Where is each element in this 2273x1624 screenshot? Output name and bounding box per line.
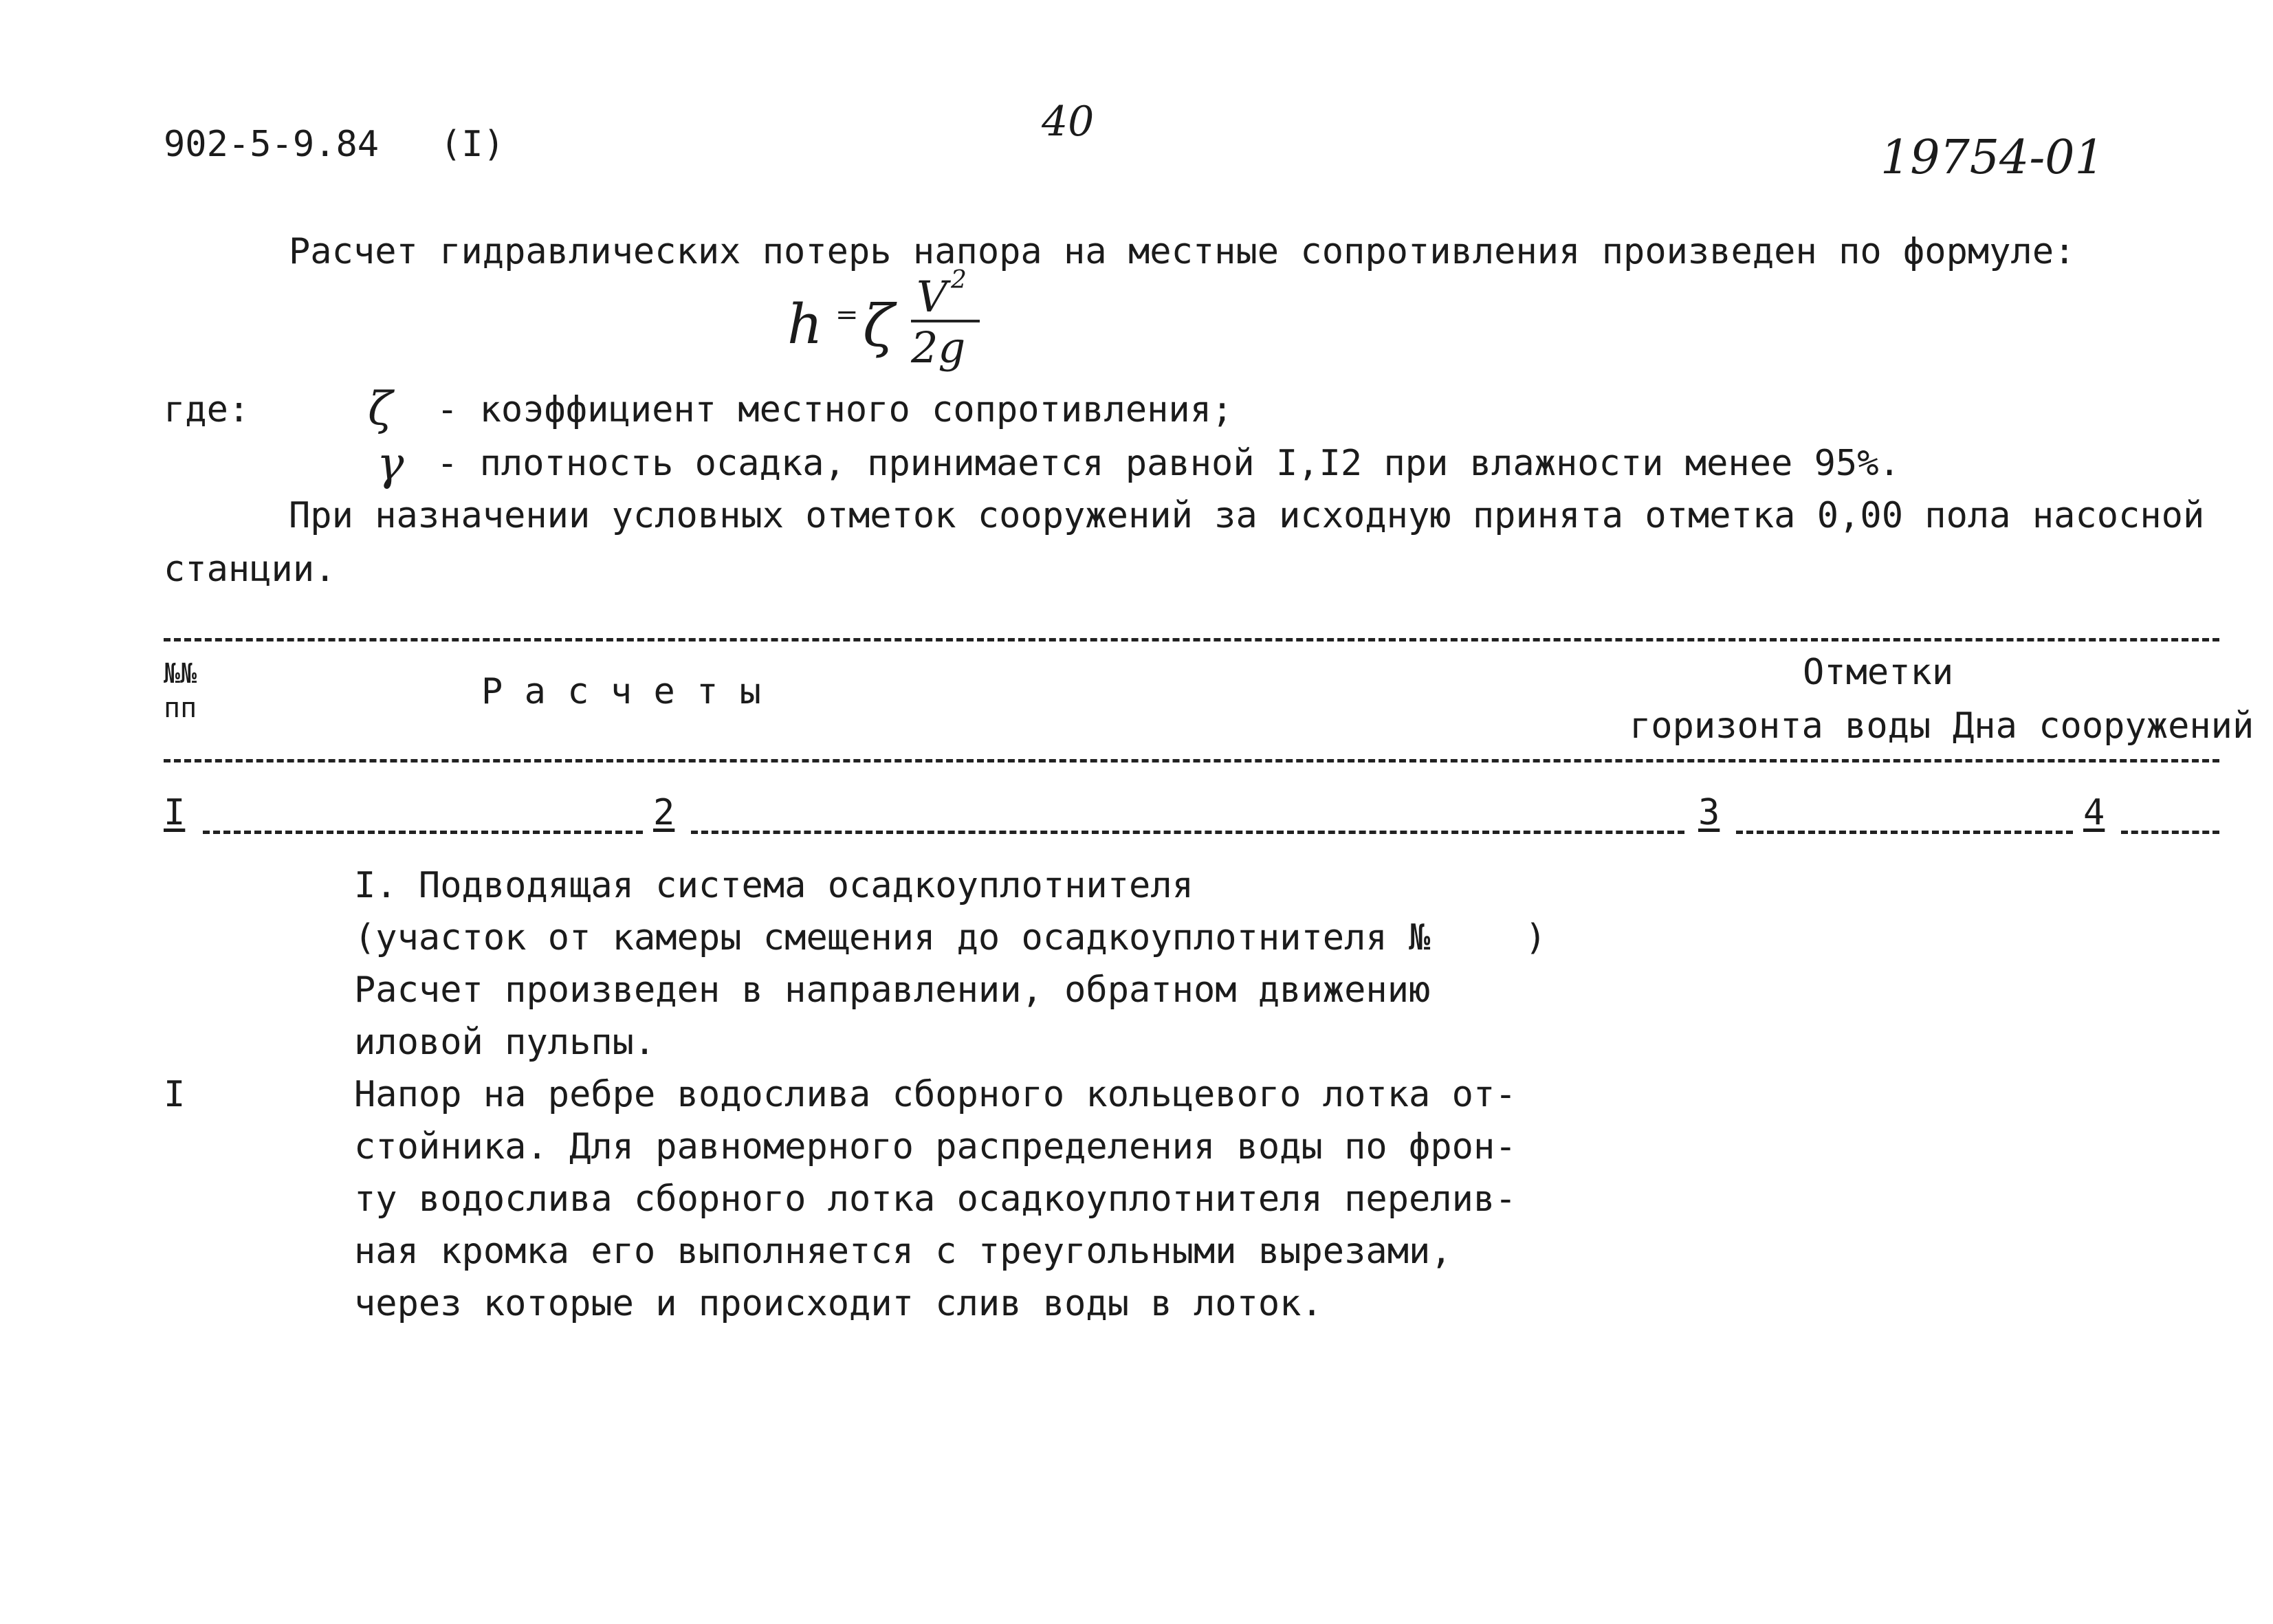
column-index-2: 2 bbox=[653, 792, 675, 833]
column-calculations-header: Р а с ч е т ы bbox=[481, 671, 761, 712]
volume-number: (I) bbox=[440, 124, 505, 165]
index-row-rule-b bbox=[691, 831, 1684, 834]
section-line-1: (участок от камеры смещения до осадкоуплотнителя № bbox=[354, 917, 1431, 958]
document-code bbox=[164, 124, 379, 165]
section-close-paren: ) bbox=[1525, 917, 1547, 958]
column-water-level-header: горизонта воды bbox=[1629, 705, 1931, 747]
column-marks-header: Отметки bbox=[1803, 652, 1954, 693]
index-row-rule-c bbox=[1736, 831, 2073, 834]
inventory-number: 19754-01 bbox=[1880, 131, 2105, 185]
formula-equals: = bbox=[835, 299, 859, 331]
index-row-rule-d bbox=[2121, 831, 2219, 834]
item-line-4: ная кромка его выполняется с треугольными вырезами, bbox=[354, 1231, 1452, 1272]
formula bbox=[787, 266, 993, 375]
item-line-5: через которые и происходит слив воды в лоток. bbox=[354, 1283, 1323, 1324]
column-number-header bbox=[164, 657, 197, 725]
formula-numerator: V bbox=[916, 272, 947, 322]
item-line-3: ту водослива сборного лотка осадкоуплотнителя перелив- bbox=[354, 1178, 1517, 1220]
column-number-line2: пп bbox=[164, 692, 197, 724]
formula-sentence: Расчет гидравлических потерь напора на местные сопротивления произведен по формуле: bbox=[289, 231, 2076, 272]
column-index-4: 4 bbox=[2083, 792, 2105, 833]
definition-zeta: - коэффициент местного сопротивления; bbox=[437, 389, 1233, 430]
marks-sentence-line1: При назначении условных отметок сооружений за исходную принята отметка 0,00 пола насосной bbox=[289, 495, 2205, 536]
column-index-3: 3 bbox=[1698, 792, 1720, 833]
section-title: I. Подводящая система осадкоуплотнителя bbox=[354, 865, 1194, 906]
section-line-3: иловой пульпы. bbox=[354, 1022, 656, 1063]
formula-lhs: h bbox=[787, 292, 823, 356]
gamma-symbol: γ bbox=[377, 437, 404, 490]
index-row-rule-a bbox=[203, 831, 643, 834]
table-top-rule bbox=[164, 638, 2219, 641]
document-code-text: 902-5-9.84 bbox=[164, 124, 380, 165]
table-header-rule bbox=[164, 759, 2219, 762]
column-number-line1: №№ bbox=[164, 658, 197, 690]
section-line-2: Расчет произведен в направлении, обратном движению bbox=[354, 969, 1431, 1011]
formula-exponent: 2 bbox=[951, 266, 967, 294]
column-bottom-header: Дна сооружений bbox=[1953, 705, 2254, 747]
item-line-1: Напор на ребре водослива сборного кольцевого лотка от- bbox=[354, 1074, 1517, 1115]
formula-coefficient: ζ bbox=[863, 292, 894, 360]
page-number: 40 bbox=[1042, 98, 1095, 146]
definition-gamma: - плотность осадка, принимается равной I,I2 при влажности менее 95%. bbox=[437, 443, 1900, 484]
marks-sentence-line2: станции. bbox=[164, 549, 336, 590]
item-number: I bbox=[164, 1074, 186, 1115]
column-index-1: I bbox=[164, 792, 186, 833]
where-label: где: bbox=[164, 389, 250, 430]
formula-denominator: 2g bbox=[911, 322, 966, 373]
zeta-symbol: ζ bbox=[368, 382, 393, 435]
item-line-2: стойника. Для равномерного распределения воды по фрон- bbox=[354, 1126, 1517, 1167]
